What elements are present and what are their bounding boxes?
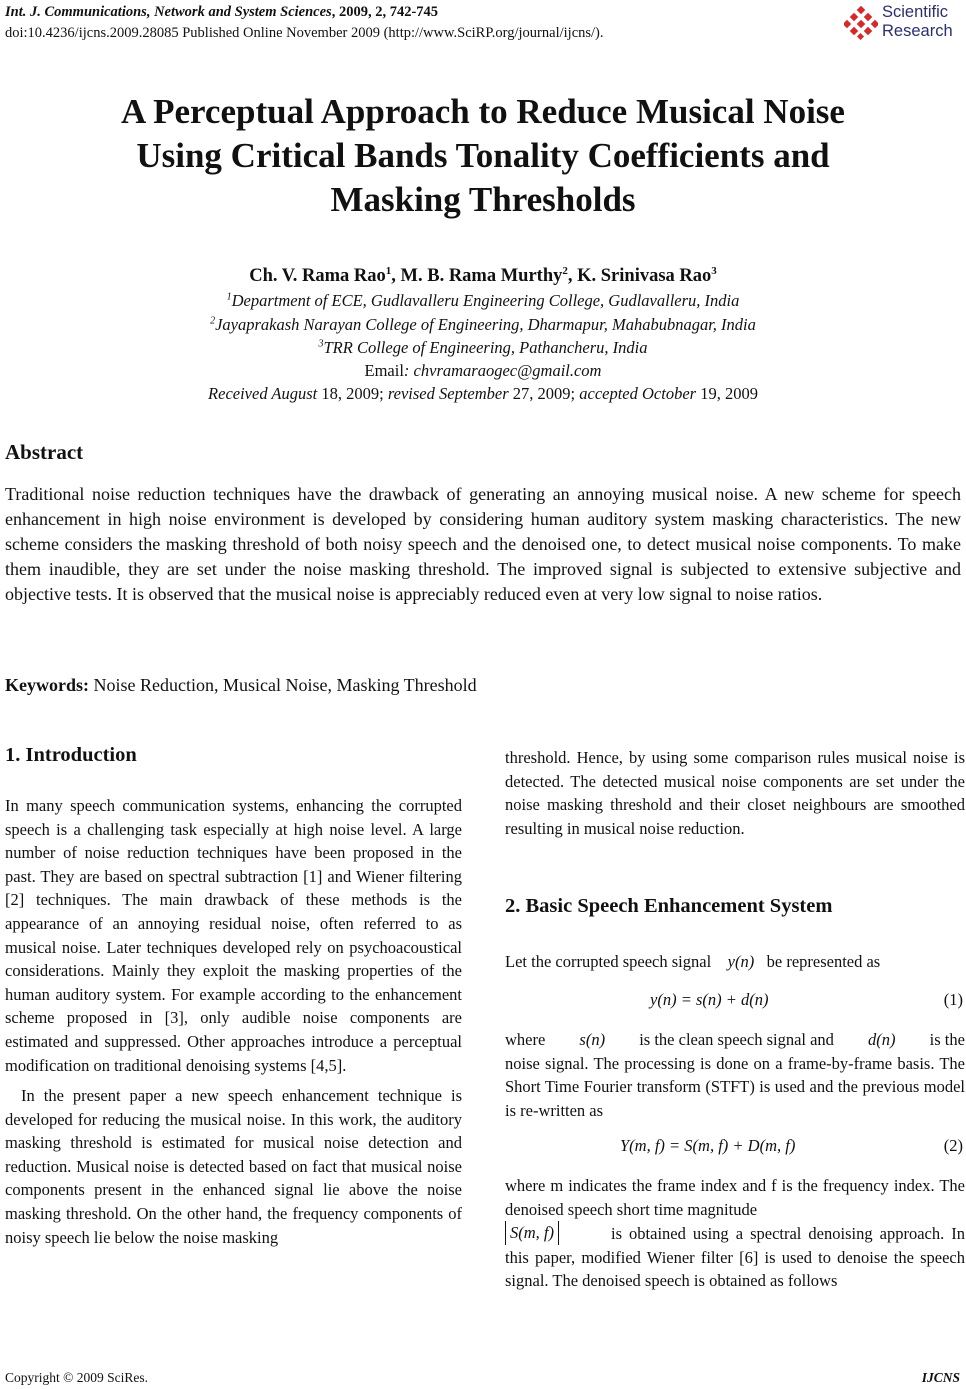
section2-paragraph-1: Let the corrupted speech signal y(n) be represented as [505,952,881,971]
author-3: K. Srinivasa Rao [577,266,712,287]
journal-volume: , 2009, 2, 742-745 [331,4,439,20]
abstract-text: Traditional noise reduction techniques have the drawback of generating an annoying musical noise. A new scheme for speech enhancement in high noise environment is developed by considering human auditory system masking characteristics. The new scheme considers the masking threshold of both noisy speech and the denoised one, to detect musical noise components. To make them inaudible, they are set under the noise masking threshold. The improved signal is subjected to extensive subjective and objective tests. It is observed that the musical noise is appreciably reduced even at very low signal to noise ratios. [5,484,961,605]
paper-title: A Perceptual Approach to Reduce Musical Noise Using Critical Bands Tonality Coefficients and Masking Thresholds [121,92,845,219]
symbol-d: d(n) [868,1030,896,1049]
author-1: Ch. V. Rama Rao [249,266,386,287]
equation-2-number: (2) [943,1136,963,1155]
doi-line: doi:10.4236/ijcns.2009.28085 Published Online November 2009 (http://www.SciRP.org/journal/ijcns/). [5,25,604,41]
author-2: M. B. Rama Murthy [400,266,563,287]
email-line: Email: chvramaraogec@gmail.com [364,361,602,380]
equation-1: y(n) = s(n) + d(n) [650,990,769,1009]
copyright: Copyright © 2009 SciRes. [5,1370,149,1385]
section-heading-basic-system: 2. Basic Speech Enhancement System [505,895,833,917]
scirp-logo-icon [844,6,878,40]
journal-name: Int. J. Communications, Network and System Sciences [5,4,332,20]
section2-paragraph-3-continued: is obtained using a spectral denoising approach. In this paper, modified Wiener filter [6] is used to denoise the speech signal. The denoised speech is obtained as follows [505,1224,965,1291]
affiliation-1: $^1$Department of ECE, Gudlavalleru Engineering College, Gudlavalleru, India [226,291,740,310]
received-dates: Received August 18, 2009; revised September 27, 2009; accepted October 19, 2009 [208,384,758,403]
intro-paragraph-1: In many speech communication systems, enhancing the corrupted speech is a challenging task especially at high noise level. A large number of noise reduction techniques have been proposed in the past. They are based on spectral subtraction [1] and Wiener filtering [2] techniques. The main drawback of these methods is the appearance of an annoying residual noise, often referred to as musical noise. Later techniques developed rely on psychoacoustical considerations. Mainly they exploit the masking properties of the human auditory system. For example according to the enhancement scheme proposed in [3], only audible noise components are estimated and suppressed. Other approaches introduce a perceptual modification on traditional denoising systems [4,5]. [5,796,462,1075]
affiliation-3: $^3$TRR College of Engineering, Pathancheru, India [318,338,648,357]
keywords: Keywords: Noise Reduction, Musical Noise, Masking Threshold [5,675,477,695]
journal-header [5,4,438,21]
journal-abbreviation: IJCNS [921,1370,960,1385]
intro-paragraph-3: threshold. Hence, by using some comparison rules musical noise is detected. The detected musical noise components are set under the noise masking threshold and their closet neighbours are smoothed resulting in musical noise reduction. [505,748,965,838]
author-list: Ch. V. Rama Rao$^1$, M. B. Rama Murthy$^2$, K. Srinivasa Rao$^3$ [249,265,717,287]
symbol-s: s(n) [579,1030,606,1049]
symbol-y: y(n) [727,952,755,971]
equation-2: Y(m, f) = S(m, f) + D(m, f) [620,1136,796,1155]
intro-paragraph-2: In the present paper a new speech enhancement technique is developed for reducing the musical noise. In this work, the auditory masking threshold is estimated for musical noise detection and reduction. Musical noise is detected based on fact that musical noise components present in the enhanced signal lie above the noise masking threshold. On the other hand, the frequency components of noisy speech lie below the noise masking [5,1086,462,1247]
symbol-magnitude: S(m, f) [505,1221,559,1245]
affiliation-2: $^2$Jayaprakash Narayan College of Engineering, Dharmapur, Mahabubnagar, India [210,315,756,334]
section2-paragraph-3: where m indicates the frame index and f is the frequency index. The denoised speech short time magnitude S(m, f) [505,1174,965,1245]
equation-1-number: (1) [943,990,963,1009]
publisher-logo [844,2,962,44]
section-heading-introduction: 1. Introduction [5,744,137,766]
abstract-heading: Abstract [5,440,84,464]
section2-paragraph-2: where s(n) is the clean speech signal and d(n) is the noise signal. The processing is done on a frame-by-frame basis. The Short Time Fourier transform (STFT) is used and the previous model is re-written as [505,1030,965,1120]
logo-text: Scientific Research [882,3,953,40]
